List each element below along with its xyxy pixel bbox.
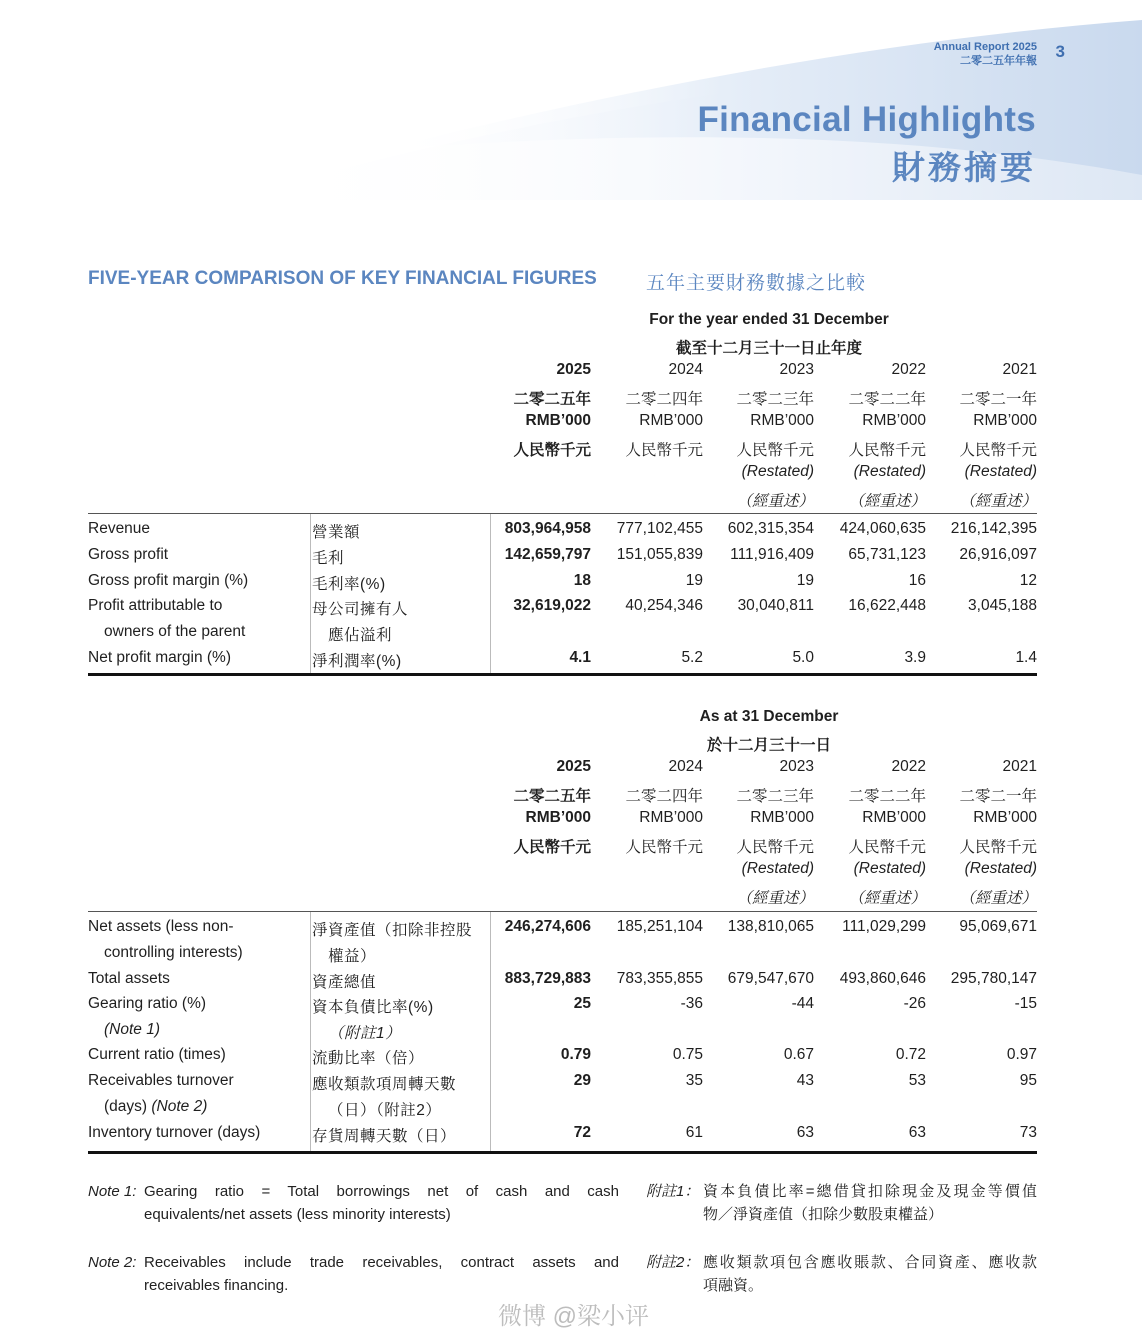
note2-zh-line2: 項融資。: [703, 1277, 764, 1294]
income-row-label-zh: 毛利率(%): [312, 576, 386, 593]
balance-row-label-en: Gearing ratio (%): [88, 995, 207, 1012]
balance-col-2023-restated-zh: （經重述）: [736, 889, 814, 907]
balance-cell-2025: 72: [573, 1124, 591, 1141]
income-cell-2022: 3.9: [904, 649, 926, 666]
balance-col-2021-restated: (Restated): [964, 860, 1037, 877]
income-row-label-zh: 應佔溢利: [328, 626, 393, 644]
income-bottom-rule: [88, 673, 1037, 676]
balance-cell-2021: 73: [1019, 1124, 1037, 1141]
balance-col-2023-unit: RMB’000: [750, 809, 814, 826]
income-col-2022-year-zh: 二零二二年: [848, 390, 926, 408]
balance-col-2025-year: 2025: [556, 758, 591, 775]
balance-cell-2021: 95,069,671: [959, 918, 1037, 935]
balance-col-2022-year: 2022: [891, 758, 926, 775]
balance-col-2023-restated: (Restated): [741, 860, 814, 877]
income-cell-2021: 3,045,188: [968, 597, 1037, 614]
income-col-2021-restated-zh: （經重述）: [959, 492, 1037, 510]
note1-zh-label: 附註1：: [646, 1183, 700, 1200]
income-col-2021-year: 2021: [1002, 361, 1037, 378]
income-col-2024-unit: RMB’000: [639, 412, 703, 429]
page-title-zh: 財務摘要: [892, 149, 1036, 186]
balance-col-2023-year: 2023: [779, 758, 814, 775]
income-row-label-zh: 母公司擁有人: [312, 601, 409, 618]
balance-cell-2025: 246,274,606: [504, 918, 591, 935]
income-row-label-zh: 毛利: [312, 550, 345, 567]
balance-cell-2021: -15: [1014, 995, 1037, 1012]
balance-bottom-rule: [88, 1151, 1037, 1154]
balance-cell-2022: 0.72: [895, 1046, 926, 1063]
income-period-en: For the year ended 31 December: [649, 311, 889, 328]
balance-row-label-en: Net assets (less non-: [88, 918, 234, 935]
income-row-label-zh: 淨利潤率(%): [312, 653, 402, 670]
balance-cell-2025: 29: [573, 1072, 591, 1089]
page-number: 3: [1055, 42, 1065, 61]
balance-col-2022-year-zh: 二零二二年: [848, 787, 926, 805]
income-cell-2024: 151,055,839: [616, 546, 703, 563]
income-cell-2025: 18: [573, 572, 591, 589]
income-cell-2022: 65,731,123: [848, 546, 926, 563]
balance-cell-2021: 95: [1019, 1072, 1037, 1089]
balance-row-label-zh: 存貨周轉天數（日）: [312, 1128, 457, 1145]
balance-column-separator: [490, 912, 491, 1151]
balance-cell-2025: 0.79: [560, 1046, 591, 1063]
balance-cell-2024: 783,355,855: [616, 970, 703, 987]
watermark: 微博 @梁小评: [498, 1303, 650, 1330]
income-cell-2025: 32,619,022: [513, 597, 591, 614]
income-cell-2022: 424,060,635: [839, 520, 926, 537]
income-cell-2025: 803,964,958: [504, 520, 591, 537]
balance-cell-2024: 35: [685, 1072, 703, 1089]
income-cell-2023: 5.0: [792, 649, 814, 666]
income-col-2022-unit: RMB’000: [862, 412, 926, 429]
income-cell-2022: 16,622,448: [848, 597, 926, 614]
note1-line1: Gearing ratio = Total borrowings net of cash and cash: [144, 1183, 619, 1200]
balance-col-2022-restated-zh: （經重述）: [848, 889, 926, 907]
income-header-rule: [88, 513, 1037, 514]
income-cell-2024: 777,102,455: [616, 520, 703, 537]
income-col-2023-year-zh: 二零二三年: [736, 390, 814, 408]
income-row-label-zh: 營業額: [312, 524, 361, 541]
note2-label: Note 2:: [88, 1254, 137, 1271]
balance-row-label-en: Total assets: [88, 970, 170, 987]
income-col-2023-year: 2023: [779, 361, 814, 378]
balance-row-label-zh: 權益）: [328, 947, 377, 965]
income-cell-2024: 19: [685, 572, 703, 589]
balance-period-en: As at 31 December: [699, 708, 839, 725]
balance-cell-2024: 0.75: [672, 1046, 703, 1063]
balance-col-2023-unit-zh: 人民幣千元: [736, 838, 814, 856]
balance-cell-2023: 0.67: [783, 1046, 814, 1063]
income-cell-2023: 111,916,409: [730, 546, 814, 563]
balance-row-label-en: controlling interests): [104, 943, 243, 961]
income-col-2022-year: 2022: [891, 361, 926, 378]
income-row-label-en: Gross profit: [88, 546, 169, 563]
report-name-en: Annual Report 2025: [933, 41, 1037, 53]
balance-col-2024-year: 2024: [668, 758, 703, 775]
balance-col-2024-unit-zh: 人民幣千元: [625, 838, 703, 856]
balance-cell-2022: 63: [908, 1124, 926, 1141]
note1-zh-line2: 物／淨資產值（扣除少數股東權益）: [703, 1206, 944, 1223]
section-title-en: FIVE-YEAR COMPARISON OF KEY FINANCIAL FIGURES: [88, 268, 597, 289]
income-row-label-en: Revenue: [88, 520, 151, 537]
balance-row-label-en: (Note 1): [104, 1020, 160, 1038]
balance-col-2025-year-zh: 二零二五年: [513, 787, 591, 805]
balance-cell-2022: 493,860,646: [839, 970, 926, 987]
income-cell-2021: 12: [1019, 572, 1037, 589]
balance-row-label-zh: 資本負債比率(%): [312, 999, 434, 1016]
income-col-2024-unit-zh: 人民幣千元: [625, 441, 703, 459]
income-cell-2024: 5.2: [681, 649, 703, 666]
balance-row-label-zh: 資產總值: [312, 974, 377, 991]
balance-cell-2021: 0.97: [1006, 1046, 1037, 1063]
page-title-en: Financial Highlights: [697, 100, 1036, 139]
balance-period-zh: 於十二月三十一日: [706, 737, 831, 754]
balance-row-label-en: Receivables turnover: [88, 1072, 234, 1089]
balance-col-2025-unit-zh: 人民幣千元: [513, 838, 591, 856]
balance-col-2023-year-zh: 二零二三年: [736, 787, 814, 805]
balance-cell-2022: 111,029,299: [842, 918, 926, 935]
income-cell-2023: 19: [796, 572, 814, 589]
balance-cell-2021: 295,780,147: [950, 970, 1037, 987]
balance-column-separator: [310, 912, 311, 1151]
income-row-label-en: Profit attributable to: [88, 597, 223, 614]
note1-zh-line1: 資本負債比率=總借貸扣除現金及現金等價值: [703, 1183, 1037, 1200]
balance-col-2024-year-zh: 二零二四年: [625, 787, 703, 805]
balance-cell-2024: 61: [685, 1124, 703, 1141]
balance-cell-2024: -36: [680, 995, 703, 1012]
income-col-2022-unit-zh: 人民幣千元: [848, 441, 926, 459]
note1-label: Note 1:: [88, 1183, 137, 1200]
balance-cell-2023: 679,547,670: [727, 970, 814, 987]
income-col-2022-restated-zh: （經重述）: [848, 492, 926, 510]
income-cell-2023: 602,315,354: [727, 520, 814, 537]
income-col-2021-restated: (Restated): [964, 463, 1037, 480]
income-cell-2025: 142,659,797: [504, 546, 591, 563]
income-col-2024-year-zh: 二零二四年: [625, 390, 703, 408]
balance-col-2025-unit: RMB’000: [525, 809, 591, 826]
balance-cell-2023: 63: [796, 1124, 814, 1141]
income-period-zh: 截至十二月三十一日止年度: [675, 340, 862, 357]
income-col-2021-year-zh: 二零二一年: [959, 390, 1037, 408]
income-row-label-en: Net profit margin (%): [88, 649, 231, 666]
income-col-2023-unit-zh: 人民幣千元: [736, 441, 814, 459]
income-col-2021-unit-zh: 人民幣千元: [959, 441, 1037, 459]
income-col-2025-unit: RMB’000: [525, 412, 591, 429]
income-row-label-en: Gross profit margin (%): [88, 572, 249, 589]
income-cell-2021: 1.4: [1015, 649, 1037, 666]
balance-cell-2023: 138,810,065: [727, 918, 814, 935]
income-cell-2021: 26,916,097: [959, 546, 1037, 563]
report-name-zh: 二零二五年年報: [960, 55, 1037, 67]
balance-col-2022-unit: RMB’000: [862, 809, 926, 826]
income-col-2025-year: 2025: [556, 361, 591, 378]
balance-cell-2022: -26: [903, 995, 926, 1012]
balance-cell-2025: 25: [573, 995, 591, 1012]
income-cell-2024: 40,254,346: [625, 597, 703, 614]
balance-col-2022-restated: (Restated): [853, 860, 926, 877]
income-col-2022-restated: (Restated): [853, 463, 926, 480]
balance-col-2021-year-zh: 二零二一年: [959, 787, 1037, 805]
balance-row-label-en: Current ratio (times): [88, 1046, 226, 1063]
balance-cell-2023: -44: [791, 995, 814, 1012]
balance-cell-2022: 53: [908, 1072, 926, 1089]
balance-col-2024-unit: RMB’000: [639, 809, 703, 826]
balance-row-label-zh: （日）（附註2）: [328, 1101, 442, 1119]
report-name: [934, 40, 1037, 68]
note2-line1: Receivables include trade receivables, contract assets and: [144, 1254, 619, 1271]
section-title-zh: 五年主要財務數據之比較: [646, 273, 867, 294]
balance-cell-2025: 883,729,883: [504, 970, 591, 987]
income-col-2025-unit-zh: 人民幣千元: [513, 441, 591, 459]
balance-row-label-zh: 應收類款項周轉天數: [312, 1076, 457, 1093]
income-column-separator: [490, 514, 491, 673]
income-col-2023-restated: (Restated): [741, 463, 814, 480]
income-col-2023-restated-zh: （經重述）: [736, 492, 814, 510]
note2-zh-label: 附註2：: [646, 1254, 700, 1271]
balance-col-2021-restated-zh: （經重述）: [959, 889, 1037, 907]
balance-header-rule: [88, 911, 1037, 912]
note2-zh-line1: 應收類款項包含應收賬款、合同資產、應收款: [703, 1254, 1037, 1271]
balance-cell-2023: 43: [796, 1072, 814, 1089]
balance-col-2021-unit: RMB’000: [973, 809, 1037, 826]
balance-row-label-en: Inventory turnover (days): [88, 1124, 261, 1141]
income-col-2021-unit: RMB’000: [973, 412, 1037, 429]
income-cell-2025: 4.1: [569, 649, 591, 666]
income-col-2024-year: 2024: [668, 361, 703, 378]
balance-row-label-zh: 流動比率（倍）: [312, 1050, 425, 1067]
income-cell-2021: 216,142,395: [950, 520, 1037, 537]
income-col-2023-unit: RMB’000: [750, 412, 814, 429]
note1-line2: equivalents/net assets (less minority interests): [144, 1206, 451, 1223]
balance-col-2021-unit-zh: 人民幣千元: [959, 838, 1037, 856]
income-col-2025-year-zh: 二零二五年: [513, 390, 591, 408]
note2-line2: receivables financing.: [144, 1277, 289, 1294]
balance-col-2021-year: 2021: [1002, 758, 1037, 775]
income-cell-2022: 16: [908, 572, 926, 589]
income-cell-2023: 30,040,811: [737, 597, 814, 614]
balance-col-2022-unit-zh: 人民幣千元: [848, 838, 926, 856]
balance-cell-2024: 185,251,104: [616, 918, 703, 935]
income-column-separator: [310, 514, 311, 673]
income-row-label-en: owners of the parent: [104, 622, 246, 640]
balance-row-label-en: (days) (Note 2): [104, 1097, 208, 1115]
balance-row-label-zh: 淨資產值（扣除非控股: [312, 922, 473, 939]
balance-row-label-zh: （附註1）: [328, 1024, 402, 1042]
